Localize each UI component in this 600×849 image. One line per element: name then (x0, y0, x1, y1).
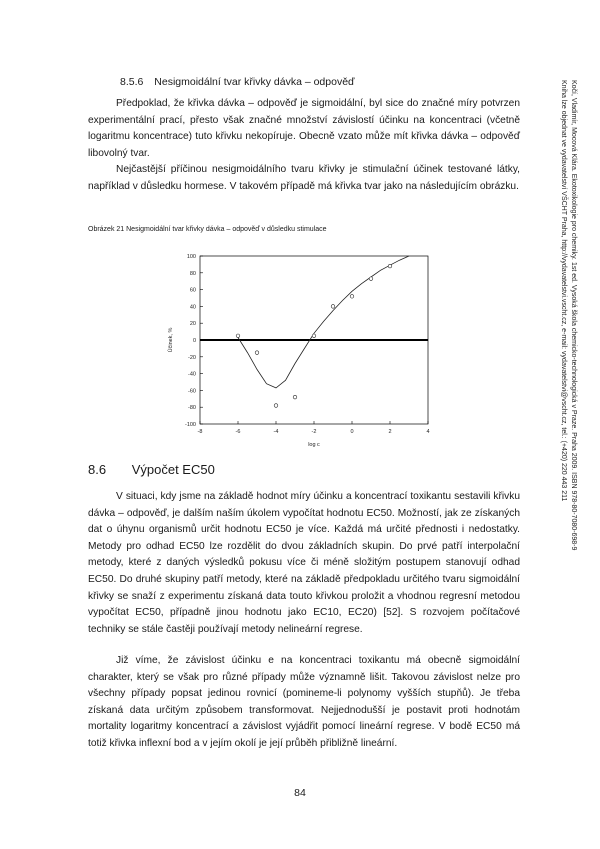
y-axis-label: Účinek, % (168, 327, 174, 353)
figure-caption: Obrázek 21 Nesigmoidální tvar křivky dávka – odpověď v důsledku stimulace (88, 226, 327, 233)
x-tick-label: -8 (197, 429, 203, 435)
y-tick-label: -40 (188, 371, 196, 378)
section-title: Nesigmoidální tvar křivky dávka – odpověď (154, 76, 355, 88)
fitted-curve (238, 256, 409, 388)
y-tick-label: 80 (189, 270, 196, 277)
y-tick-label: 20 (189, 321, 196, 328)
y-tick-label: -100 (184, 422, 196, 428)
y-tick-label: -20 (188, 354, 196, 361)
y-tick-label: 100 (186, 254, 196, 260)
paragraph-intro: Předpoklad, že křivka dávka – odpověď je sigmoidální, byl sice do značné míry potvrzen experimentální prací, přesto však značné množství závislostí účinku na koncentraci (včetně logaritmu koncentrace) tuto křivku nekopíruje. Obecně vzato může mít křivka dávka – odpověď libovolný tvar. (88, 98, 520, 159)
x-tick-label: 4 (426, 429, 430, 435)
paragraph-stimulation: Nejčastější příčinou nesigmoidálního tvaru křivky je stimulační účinek testované látky, například v důsledku hormese. V takovém případě má křivka tvar jako na následujícím obrázku. (88, 164, 520, 192)
data-point (236, 334, 240, 338)
data-point (274, 404, 278, 408)
x-tick-label: -6 (235, 429, 241, 435)
paragraph-ec50-methods: V situaci, kdy jsme na základě hodnot míry účinku a koncentrací toxikantu sestavili křivku dávka – odpověď, je dalším naším úkolem vypočítat hodnotu EC50. Možností, jak ze získaných dat o úhynu organismů určit hodnotu EC50 je více. Každá má určité přednosti i nedostatky. Metody pro odhad EC50 lze rozdělit do dvou základních skupin. Do prvé patří interpolační metody, které z daných výsledků pokusu více či méně složitým postupem stanovují odhad EC50. Do druhé skupiny patří metody, které na základě předpokladu určitého tvaru sigmoidální křivky se snaží z experimentu získaná data touto křivkou proložit a vhodnou regresní metodou vypočítat EC50, případně jinou hodnotu jako EC10, EC20) [52]. S rozvojem počítačové techniky se stále častěji používají metody nelineární regrese. (88, 491, 520, 635)
x-axis-label: log c (308, 442, 320, 448)
x-tick-label: 2 (388, 429, 392, 435)
section-number: 8.5.6 (120, 76, 144, 88)
y-tick-label: 0 (192, 338, 196, 344)
data-point (331, 305, 335, 309)
y-tick-label: -60 (188, 388, 196, 395)
data-point (293, 395, 297, 399)
citation-sidebar (556, 80, 578, 620)
dose-response-chart (160, 246, 440, 458)
y-tick-label: 40 (189, 304, 196, 311)
section-heading (120, 76, 355, 88)
y-tick-label: 60 (189, 287, 196, 294)
data-point (312, 334, 316, 338)
paragraph-sigmoid: Již víme, že závislost účinku e na koncentraci toxikantu má obecně sigmoidální charakter, který se však pro různé případy může významně lišit. Takovou závislost nelze pro všechny případy popsat jedinou rovnicí (pomineme-li polynomy vyšších stupňů). Je třeba získaná data určitým způsobem transformovat. Nejjednodušší je postavit proti hodnotám mortality logaritmy koncentrací a závislost vyjádřit pomocí lineární regrese. V bodě EC50 má totiž křivka inflexní bod a v jejím okolí je její průběh přibližně lineární. (88, 655, 520, 749)
section-heading-ec50 (88, 462, 215, 477)
x-tick-label: -4 (273, 429, 279, 435)
x-tick-label: -2 (311, 429, 317, 435)
page-number: 84 (294, 787, 306, 799)
order-info-line: Kniha lze objednat ve vydavatelství VŠCHT Praha, http://vydavatelstvi.vscht.cz, e-mail: vydavatelstvi@vscht.cz, tel.: (+420) 220 443 211 (560, 80, 567, 502)
data-point (255, 351, 259, 355)
section2-number: 8.6 (88, 462, 107, 477)
citation-line: Kočí, Vladimír, Mocová Klára. Ekotoxikologie pro chemiky. 1st ed. Vysoká škola chemicko-technologická v Praze. Praha 2009. ISBN 978-80-7080-698-9 (570, 80, 577, 551)
y-tick-label: -80 (188, 405, 196, 412)
x-tick-label: 0 (350, 429, 354, 435)
data-point (369, 277, 373, 281)
section2-title: Výpočet EC50 (131, 462, 215, 477)
data-point (350, 295, 354, 299)
data-point (388, 264, 392, 268)
